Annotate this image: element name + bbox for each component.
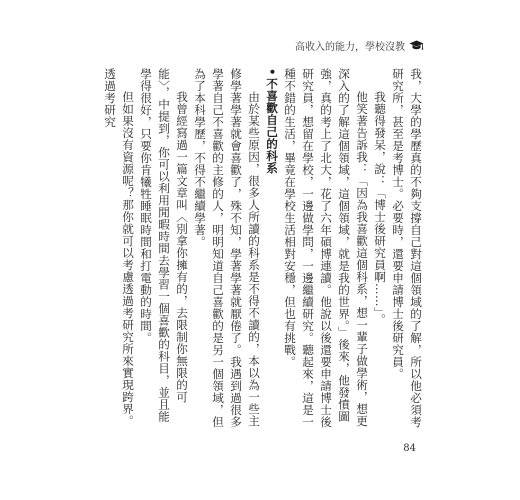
paragraph: 我曾經寫過一篇文章叫〈別拿你擁有的，去限制你無限的可能〉，中提到，你可以利用閒暇時間去學習一個喜歡的科目，並且能學得很好，只要你肯犧牲睡眠時間和打電動的時間。 [139, 68, 189, 423]
page-number: 84 [403, 443, 416, 454]
running-title: 高收入的能力，學校沒教 [295, 42, 405, 53]
paragraph: 由於某些原因，很多人所讀的科系是不得不讀的，本以為一些主修學著學著就會喜歡了，殊不知，學著學著就厭倦了。我遇到過很多學著自己不喜歡的主修的人，明明知道自己喜歡的是另一個領域，但為了本科學歷，不得不繼續學著。 [193, 68, 261, 428]
section-heading [263, 68, 281, 428]
paragraph: 我聽得發呆，說：「博士後研究員啊……」。 [373, 91, 387, 326]
paragraph: 他笑著告訴我：「因為我喜歡這個科系，想一輩子做學術，想更深入的了解這個領域，這個領域，就是我的世界。」後來，他發憤圖強，真的考上了北大，花了六年碩博連讀。他說以後還要申請博士後研究員，想留在學校，一邊做學問，一邊繼續研究。聽起來，這是一種不錯的生活，畢竟在學校生活相對安穩，但也有挑戰。 [283, 68, 369, 428]
running-head [295, 38, 424, 53]
paragraph: 我，大學的學歷真的不夠支撐自己對這個領域的了解，所以他必須考研究所，甚至是考博士。必要時，還要申請博士後研究員。 [391, 68, 423, 428]
graduation-cap-icon [409, 40, 424, 51]
section-heading-text: 不喜歡自己的科系 [265, 77, 279, 174]
body-text [101, 68, 425, 428]
paragraph: 但如果沒有資源呢？那你就可以考慮透過考研究所來實現跨界。透過考研究 [103, 68, 135, 428]
bullet-icon: • [265, 68, 279, 76]
